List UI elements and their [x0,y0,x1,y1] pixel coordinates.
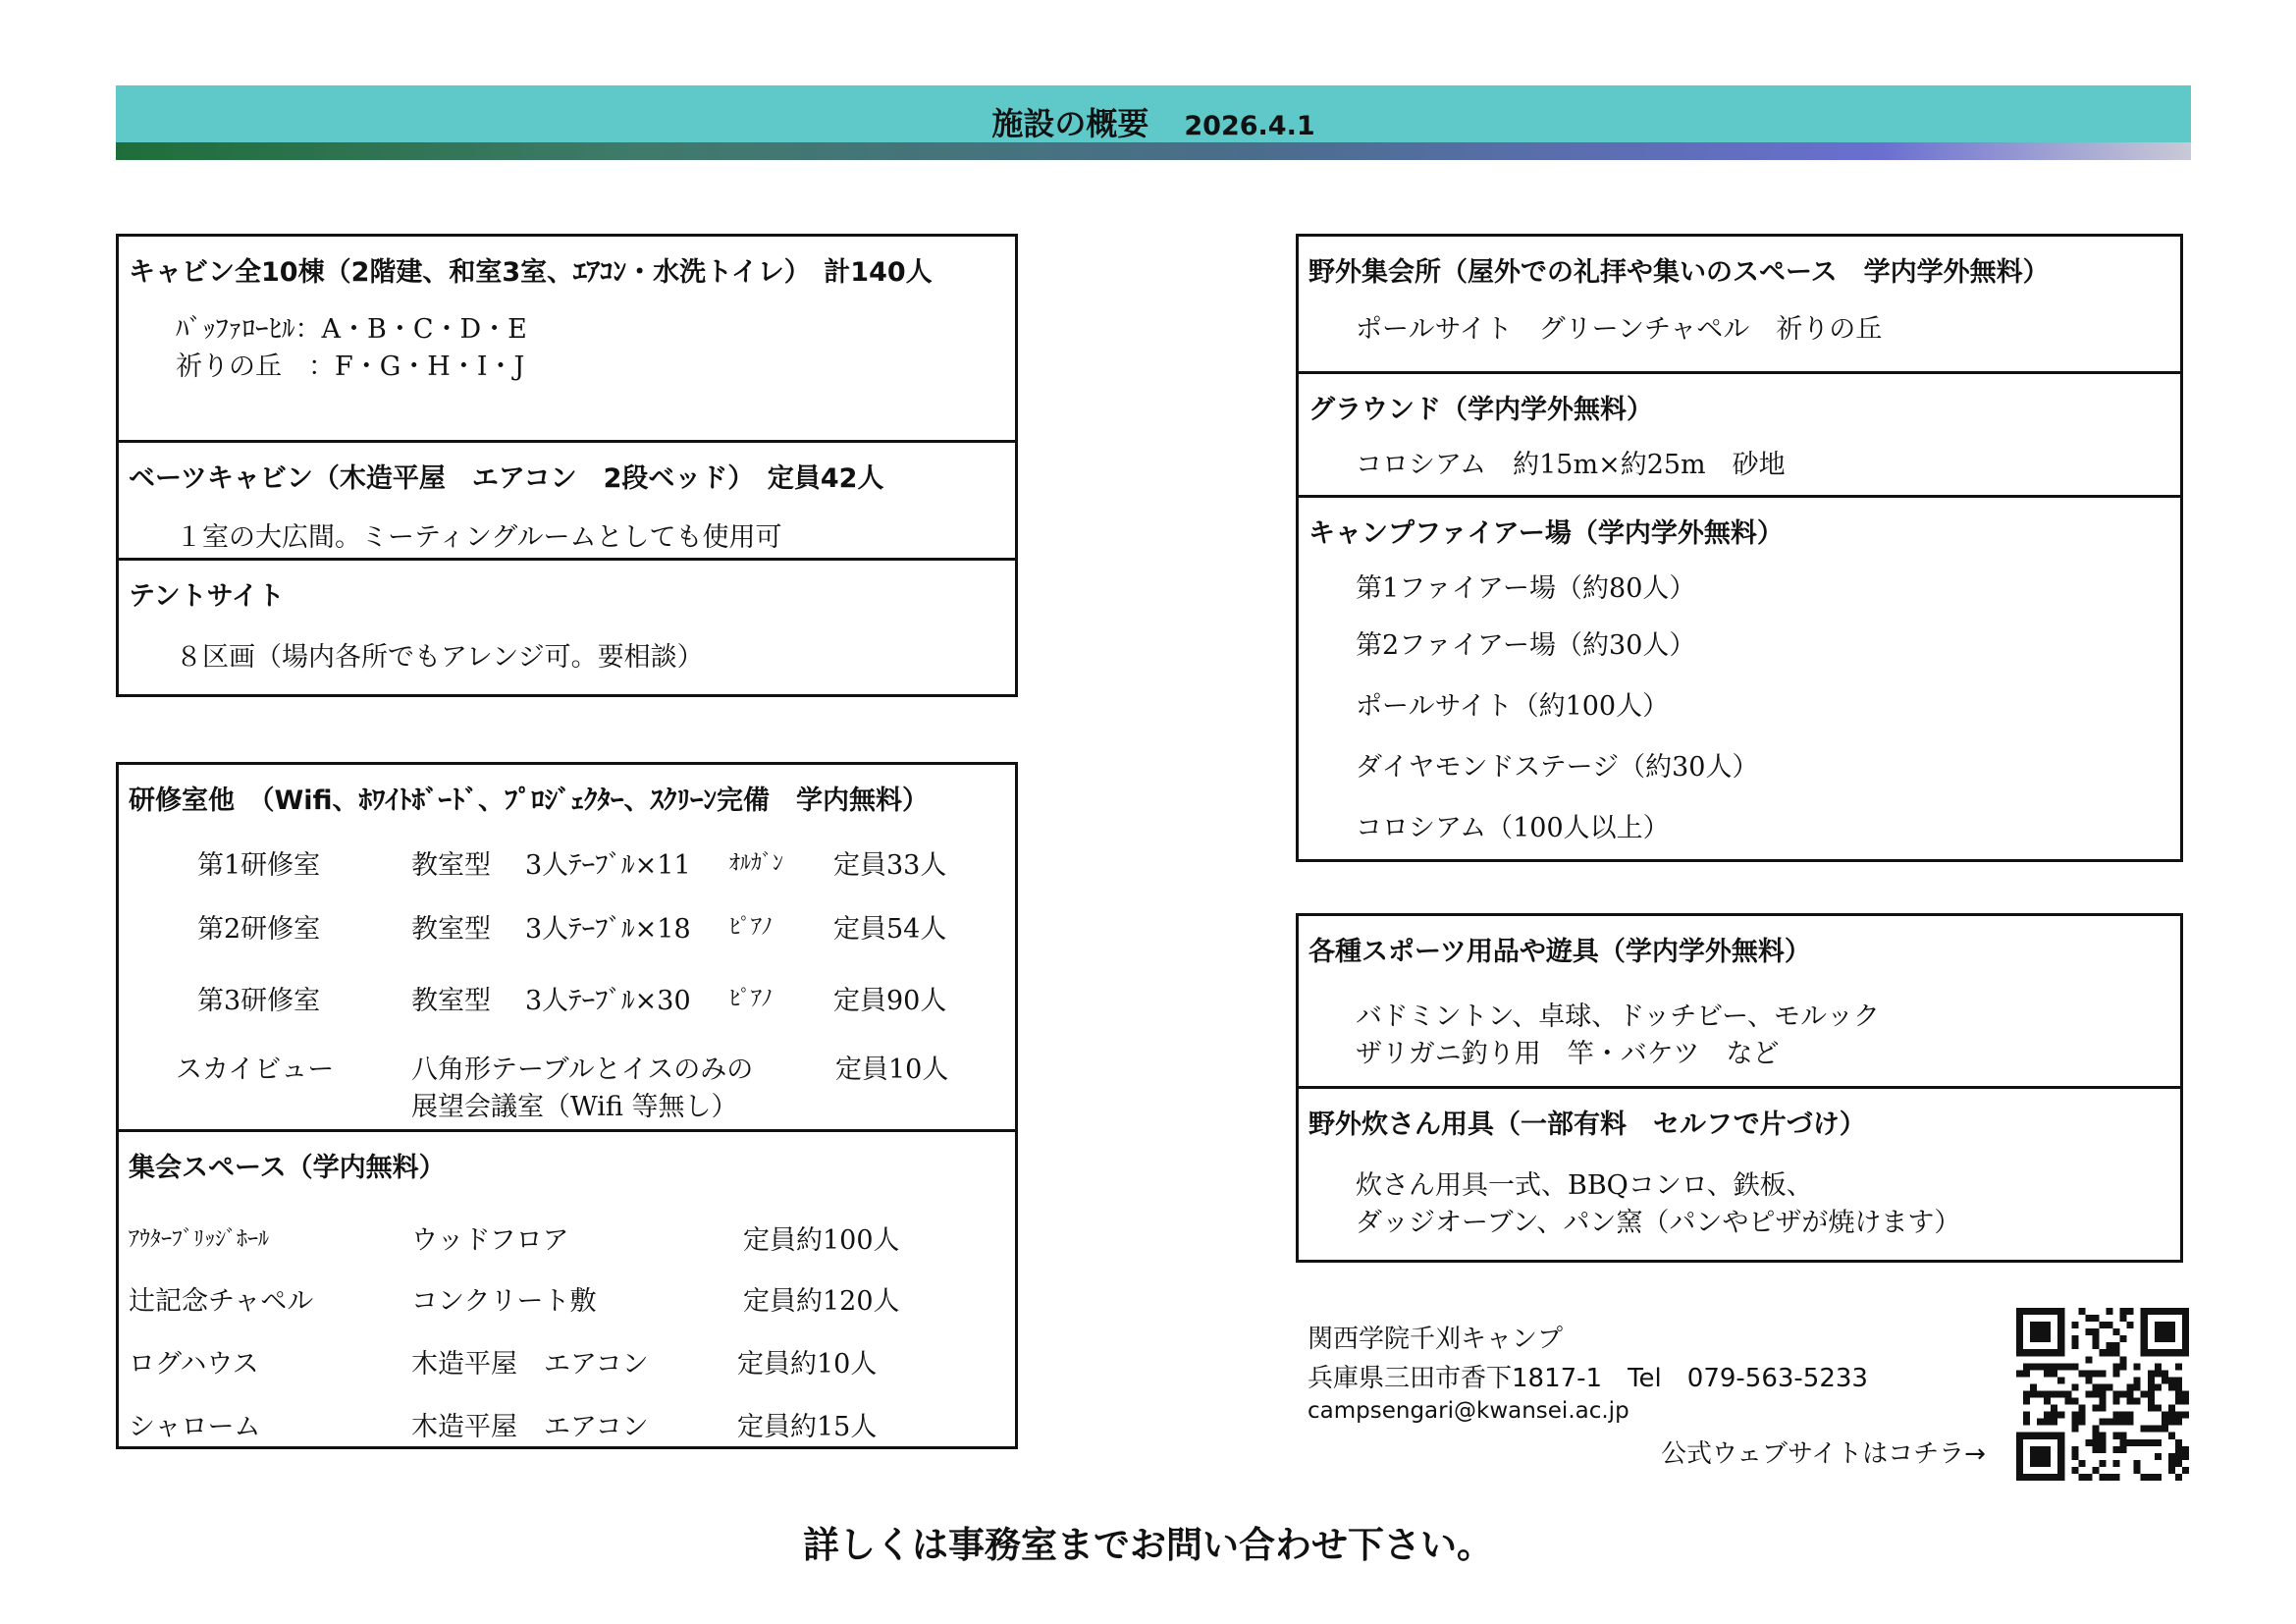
training-section [119,765,1015,1132]
campfire-section [1299,498,2180,859]
room-instrument: ﾋﾟｱﾉ [729,915,774,940]
bates-section [119,443,1015,561]
room-type: 教室型 [411,986,491,1016]
meeting-name: 辻記念チャペル [129,1286,314,1317]
contact-email[interactable]: campsengari@kwansei.ac.jp [1308,1398,1629,1424]
skyview-desc-1: 八角形テーブルとイスのみの [411,1055,754,1085]
meeting-capacity: 定員約15人 [737,1412,878,1442]
sports-line-1: バドミントン、卓球、ドッチビー、モルック [1356,1001,1881,1032]
outdoor-assembly-section [1299,237,2180,374]
cooking-line-1: 炊さん用具一式、BBQコンロ、鉄板、 [1356,1170,1813,1201]
room-type: 教室型 [411,850,491,881]
tent-desc: ８区画（場内各所でもアレンジ可。要相談） [176,642,704,673]
cooking-line-2: ダッジオーブン、パン窯（パンやピザが焼けます） [1356,1208,1961,1238]
skyview-desc-2: 展望会議室（Wifi 等無し） [411,1092,738,1122]
header-gradient-bar [116,142,2191,160]
qr-code-icon[interactable] [2016,1308,2189,1481]
contact-address: 兵庫県三田市香下1817-1 Tel 079-563-5233 [1308,1364,1868,1393]
room-instrument: ﾋﾟｱﾉ [729,987,774,1011]
room-name: 第3研修室 [197,986,321,1016]
campfire-item: 第2ファイアー場（約30人） [1356,630,1696,661]
meeting-desc: 木造平屋 エアコン [411,1349,649,1380]
cooking-title: 野外炊さん用具（一部有料 セルフで片づけ） [1308,1110,1866,1140]
meeting-desc: ウッドフロア [411,1225,569,1256]
room-name: 第2研修室 [197,914,321,945]
sports-title: 各種スポーツ用品や遊具（学内学外無料） [1308,937,1811,967]
room-tables: 3人ﾃｰﾌﾞﾙ×11 [525,850,691,881]
page-header [116,85,2191,160]
title-text: 施設の概要 [991,105,1149,142]
tent-title: テントサイト [129,581,285,612]
room-capacity: 定員33人 [833,850,947,881]
tent-section [119,561,1015,694]
campfire-item: ポールサイト（約100人） [1356,691,1670,722]
room-capacity: 定員90人 [833,986,947,1016]
outdoor-assembly-title: 野外集会所（屋外での礼拝や集いのスペース 学内学外無料） [1308,257,2050,288]
room-instrument: ｵﾙｶﾞﾝ [729,851,784,876]
room-capacity: 定員54人 [833,914,947,945]
campfire-item: ダイヤモンドステージ（約30人） [1356,752,1759,783]
meeting-capacity: 定員約10人 [737,1349,878,1380]
room-tables: 3人ﾃｰﾌﾞﾙ×18 [525,914,691,945]
title-date: 2026.4.1 [1184,111,1315,141]
website-note: 公式ウェブサイトはコチラ→ [1661,1439,1986,1469]
ground-section [1299,374,2180,498]
meeting-name: ｱｳﾀｰﾌﾞﾘｯｼﾞﾎｰﾙ [129,1227,270,1252]
campfire-title: キャンプファイアー場（学内学外無料） [1308,518,1784,549]
outdoor-assembly-desc: ポールサイト グリーンチャペル 祈りの丘 [1356,314,1883,345]
sports-line-2: ザリガニ釣り用 竿・バケツ など [1356,1039,1780,1069]
skyview-capacity: 定員10人 [835,1055,949,1085]
bates-title: ベーツキャビン（木造平屋 エアコン 2段ベッド） 定員42人 [129,463,884,494]
meeting-name: ログハウス [129,1349,259,1380]
meeting-desc: 木造平屋 エアコン [411,1412,649,1442]
room-name: 第1研修室 [197,850,321,881]
meeting-capacity: 定員約120人 [743,1286,900,1317]
room-type: 教室型 [411,914,491,945]
bottom-note: 詳しくは事務室までお問い合わせ下さい。 [803,1524,1493,1566]
bates-desc: １室の大広間。ミーティングルームとしても使用可 [176,522,782,553]
campfire-item: 第1ファイアー場（約80人） [1356,573,1696,604]
meeting-desc: コンクリート敷 [411,1286,597,1317]
cabins-section [119,237,1015,443]
cabin-row-inori: 祈りの丘 ：F・G・H・I・J [176,352,525,382]
meeting-title: 集会スペース（学内無料） [129,1153,446,1183]
page-title [116,99,2191,144]
cabin-row-buffalo: ﾊﾞｯﾌｧﾛｰﾋﾙ：A・B・C・D・E [176,314,527,345]
training-title: 研修室他 （Wifi、ﾎﾜｲﾄﾎﾞｰﾄﾞ、ﾌﾟﾛｼﾞｪｸﾀｰ、ｽｸﾘｰﾝ完備 学内無料） [129,785,930,816]
meeting-section [119,1132,1015,1446]
skyview-name: スカイビュー [176,1055,335,1085]
meeting-name: シャローム [129,1412,261,1442]
sports-section [1299,916,2180,1089]
equipment-box [1296,913,2183,1263]
rooms-box [116,762,1018,1449]
cabins-title: キャビン全10棟（2階建、和室3室、ｴｱｺﾝ・水洗トイレ） 計140人 [129,257,933,288]
meeting-capacity: 定員約100人 [743,1225,900,1256]
cooking-section [1299,1089,2180,1260]
ground-title: グラウンド（学内学外無料） [1308,395,1653,425]
ground-desc: コロシアム 約15m×約25m 砂地 [1356,450,1786,480]
accommodation-box [116,234,1018,697]
campfire-item: コロシアム（100人以上） [1356,813,1670,843]
contact-name: 関西学院千刈キャンプ [1308,1325,1564,1354]
outdoor-box [1296,234,2183,862]
room-tables: 3人ﾃｰﾌﾞﾙ×30 [525,986,691,1016]
